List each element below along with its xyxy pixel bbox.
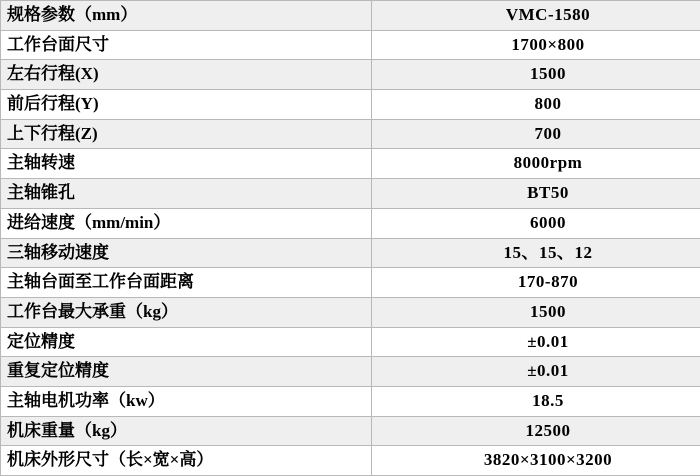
parameter-value-cell: 8000rpm	[372, 149, 700, 179]
table-row	[1, 179, 700, 209]
table-body	[1, 1, 700, 476]
table-row	[1, 208, 700, 238]
table-row	[1, 446, 700, 476]
table-row	[1, 327, 700, 357]
parameter-value-cell: ±0.01	[372, 327, 700, 357]
parameter-name-cell: 工作台最大承重（kg）	[1, 297, 372, 327]
parameter-name-cell: 主轴电机功率（kw）	[1, 386, 372, 416]
parameter-name-cell: 三轴移动速度	[1, 238, 372, 268]
parameter-value-cell: 1700×800	[372, 30, 700, 60]
parameter-name-cell: 前后行程(Y)	[1, 90, 372, 120]
parameter-name-cell: 机床外形尺寸（长×宽×高）	[1, 446, 372, 476]
table-row	[1, 297, 700, 327]
parameter-name-cell: 重复定位精度	[1, 357, 372, 387]
table-row	[1, 30, 700, 60]
parameter-value-cell: ±0.01	[372, 357, 700, 387]
table-row	[1, 90, 700, 120]
parameter-value-cell: 700	[372, 119, 700, 149]
parameter-name-cell: 机床重量（kg）	[1, 416, 372, 446]
parameter-value-cell: 6000	[372, 208, 700, 238]
parameter-name-cell: 规格参数（mm）	[1, 1, 372, 31]
parameter-value-cell: 15、15、12	[372, 238, 700, 268]
parameter-name-cell: 进给速度（mm/min）	[1, 208, 372, 238]
parameter-value-cell: BT50	[372, 179, 700, 209]
parameter-name-cell: 定位精度	[1, 327, 372, 357]
table-row	[1, 357, 700, 387]
table-row	[1, 416, 700, 446]
parameter-value-cell: 170-870	[372, 268, 700, 298]
table-row	[1, 60, 700, 90]
parameter-value-cell: 3820×3100×3200	[372, 446, 700, 476]
parameter-name-cell: 上下行程(Z)	[1, 119, 372, 149]
table-row	[1, 238, 700, 268]
parameter-name-cell: 主轴台面至工作台面距离	[1, 268, 372, 298]
parameter-name-cell: 左右行程(X)	[1, 60, 372, 90]
parameter-value-cell: VMC-1580	[372, 1, 700, 31]
parameter-name-cell: 主轴锥孔	[1, 179, 372, 209]
table-row	[1, 268, 700, 298]
table-header-row	[1, 1, 700, 31]
table-row	[1, 386, 700, 416]
parameter-name-cell: 主轴转速	[1, 149, 372, 179]
parameter-value-cell: 800	[372, 90, 700, 120]
parameter-value-cell: 1500	[372, 60, 700, 90]
parameter-name-cell: 工作台面尺寸	[1, 30, 372, 60]
table-row	[1, 149, 700, 179]
table-row	[1, 119, 700, 149]
parameter-value-cell: 1500	[372, 297, 700, 327]
parameter-value-cell: 12500	[372, 416, 700, 446]
parameter-value-cell: 18.5	[372, 386, 700, 416]
